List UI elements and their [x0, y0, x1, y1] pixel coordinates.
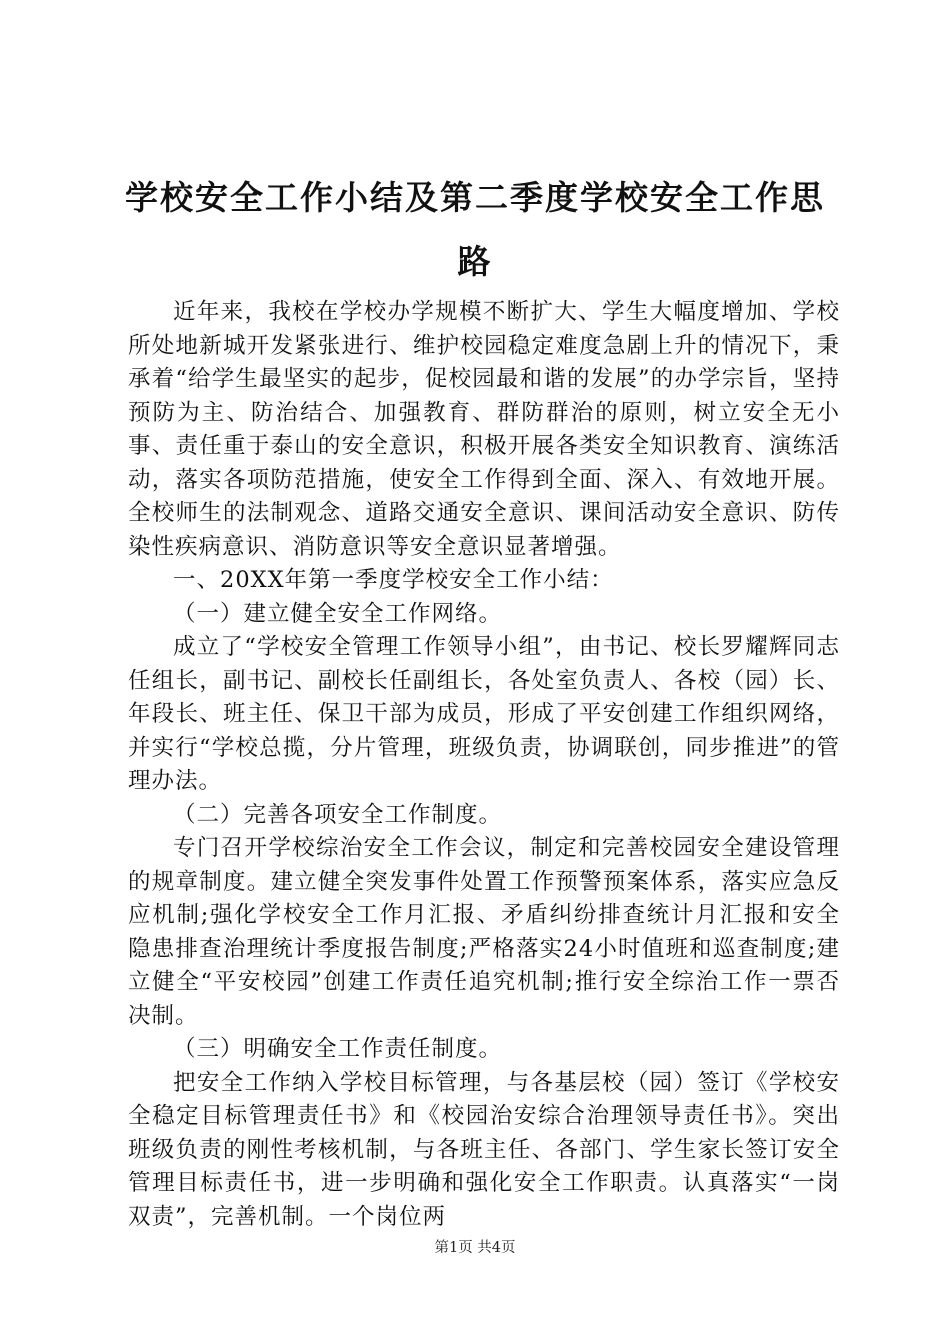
- paragraph-intro: 近年来，我校在学校办学规模不断扩大、学生大幅度增加、学校所处地新城开发紧张进行、维护校园稳定难度急剧上升的情况下，秉承着“给学生最坚实的起步，促校园最和谐的发展”的办学宗旨，坚持预防为主、防治结合、加强教育、群防群治的原则，树立安全无小事、责任重于泰山的安全意识，积极开展各类安全知识教育、演练活动，落实各项防范措施，使安全工作得到全面、深入、有效地开展。全校师生的法制观念、道路交通安全意识、课间活动安全意识、防传染性疾病意识、消防意识等安全意识显著增强。: [128, 299, 840, 560]
- paragraph-network: 成立了“学校安全管理工作领导小组”，由书记、校长罗耀辉同志任组长，副书记、副校长任副组长，各处室负责人、各校（园）长、年段长、班主任、保卫干部为成员，形成了平安创建工作组织网络，并实行“学校总揽，分片管理，班级负责，协调联创，同步推进”的管理办法。: [128, 634, 840, 794]
- paragraph-responsibility: 把安全工作纳入学校目标管理，与各基层校（园）签订《学校安全稳定目标管理责任书》和《校园治安综合治理领导责任书》。突出班级负责的刚性考核机制，与各班主任、各部门、学生家长签订安全管理目标责任书，进一步明确和强化安全工作职责。认真落实“一岗双责”，完善机制。一个岗位两: [128, 1069, 840, 1230]
- subsection-heading-2: （二）完善各项安全工作制度。: [173, 801, 503, 828]
- subsection-heading-1: （一）建立健全安全工作网络。: [173, 600, 503, 627]
- page-footer: 第1页 共4页: [434, 1240, 516, 1256]
- paragraph-system: 专门召开学校综治安全工作会议，制定和完善校园安全建设管理的规章制度。建立健全突发事件处置工作预警预案体系，落实应急反应机制;强化学校安全工作月汇报、矛盾纠纷排查统计月汇报和安全隐患排查治理统计季度报告制度;严格落实24小时值班和巡查制度;建立健全“平安校园”创建工作责任追究机制;推行安全综治工作一票否决制。: [128, 835, 840, 1029]
- document-title: 学校安全工作小结及第二季度学校安全工作思路: [125, 178, 825, 281]
- section-heading-1: 一、20XX年第一季度学校安全工作小结：: [173, 567, 614, 593]
- subsection-heading-3: （三）明确安全工作责任制度。: [173, 1036, 503, 1062]
- document-body: [128, 296, 840, 1234]
